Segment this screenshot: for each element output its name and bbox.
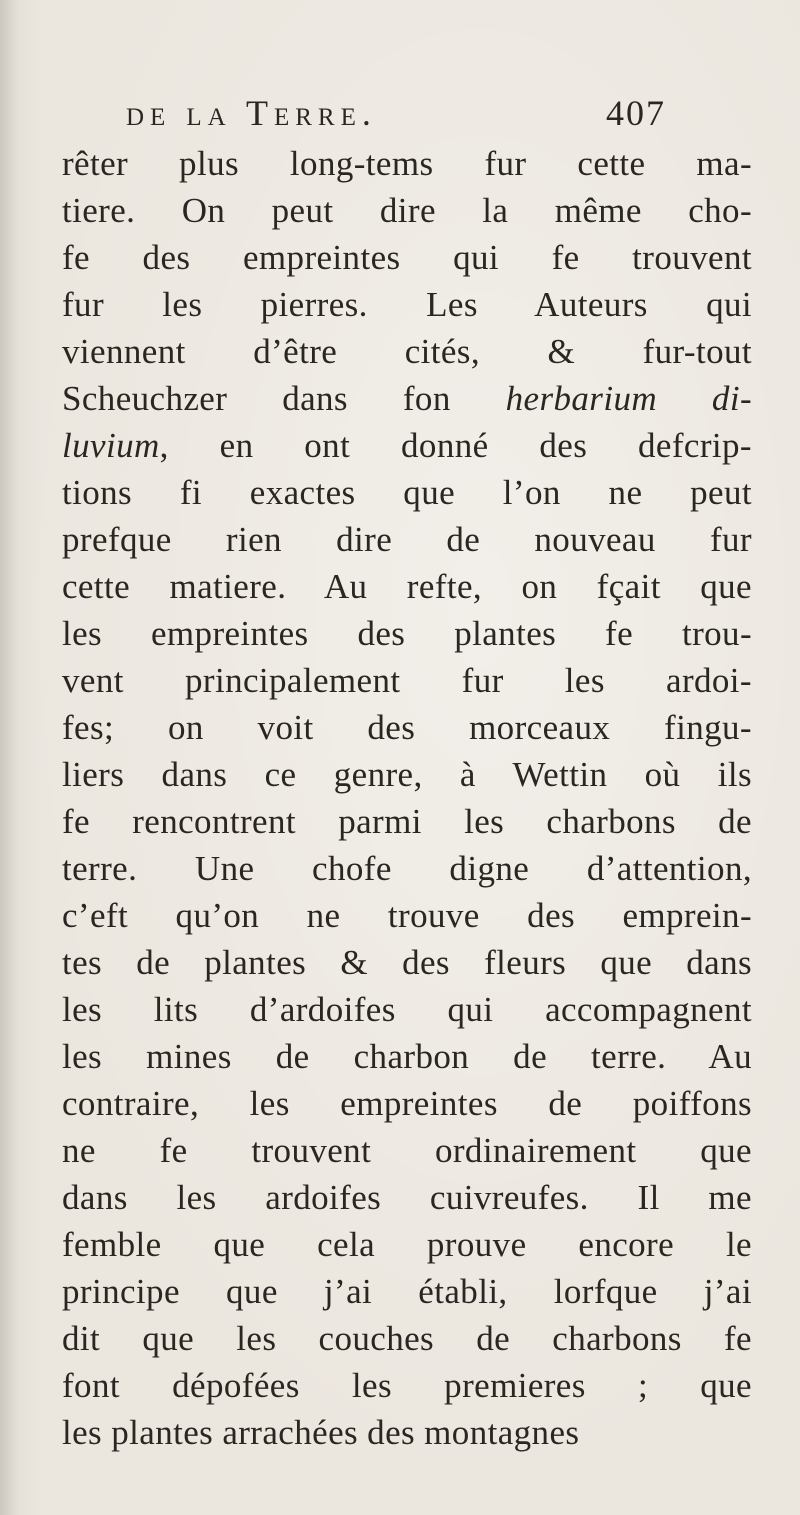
running-head (126, 88, 666, 138)
text-line: tions fi exactes que l’on ne peut (62, 473, 752, 512)
text-line: rêter plus long-tems fur cette ma- (62, 144, 752, 183)
text-line: vent principalement fur les ardoi- (62, 661, 752, 700)
text-line: cette matiere. Au refte, on fçait que (62, 567, 752, 606)
text-line: ne fe trouvent ordinairement que (62, 1131, 752, 1170)
text-line: Scheuchzer dans fon herbarium di- (62, 379, 753, 418)
text-line: les mines de charbon de terre. Au (62, 1037, 752, 1076)
text-line: c’eft qu’on ne trouve des emprein- (62, 896, 752, 935)
body-text (62, 140, 752, 1456)
italic-title: herbarium di- (505, 379, 753, 418)
running-title: de la Terre. (126, 93, 377, 133)
text-line: liers dans ce genre, à Wettin où ils (62, 755, 752, 794)
text-line: femble que cela prouve encore le (62, 1225, 752, 1264)
text-line: les plantes arrachées des montagnes (62, 1413, 580, 1452)
text-line: fe rencontrent parmi les charbons de (62, 802, 752, 841)
page-gutter-shadow (0, 0, 18, 1515)
text-line: terre. Une chofe digne d’attention, (62, 849, 752, 888)
text-line: tiere. On peut dire la même cho- (62, 191, 752, 230)
text-line: dans les ardoifes cuivreufes. Il me (62, 1178, 752, 1217)
text-line: contraire, les empreintes de poiffons (62, 1084, 752, 1123)
text-line: principe que j’ai établi, lorfque j’ai (62, 1272, 752, 1311)
text-line: les empreintes des plantes fe trou- (62, 614, 752, 653)
text-line: les lits d’ardoifes qui accompagnent (62, 990, 752, 1029)
text-line: prefque rien dire de nouveau fur (62, 520, 752, 559)
page-number: 407 (606, 93, 666, 133)
text-line: dit que les couches de charbons fe (62, 1319, 752, 1358)
text-line: viennent d’être cités, & fur-tout (62, 332, 752, 371)
text-line: luvium, en ont donné des defcrip- (62, 426, 752, 465)
text-line: fe des empreintes qui fe trouvent (62, 238, 752, 277)
italic-title: luvium (62, 426, 160, 465)
text-line: font dépofées les premieres ; que (62, 1366, 752, 1405)
text-line: fes; on voit des morceaux fingu- (62, 708, 752, 747)
text-line: fur les pierres. Les Auteurs qui (62, 285, 752, 324)
text-line: tes de plantes & des fleurs que dans (62, 943, 752, 982)
